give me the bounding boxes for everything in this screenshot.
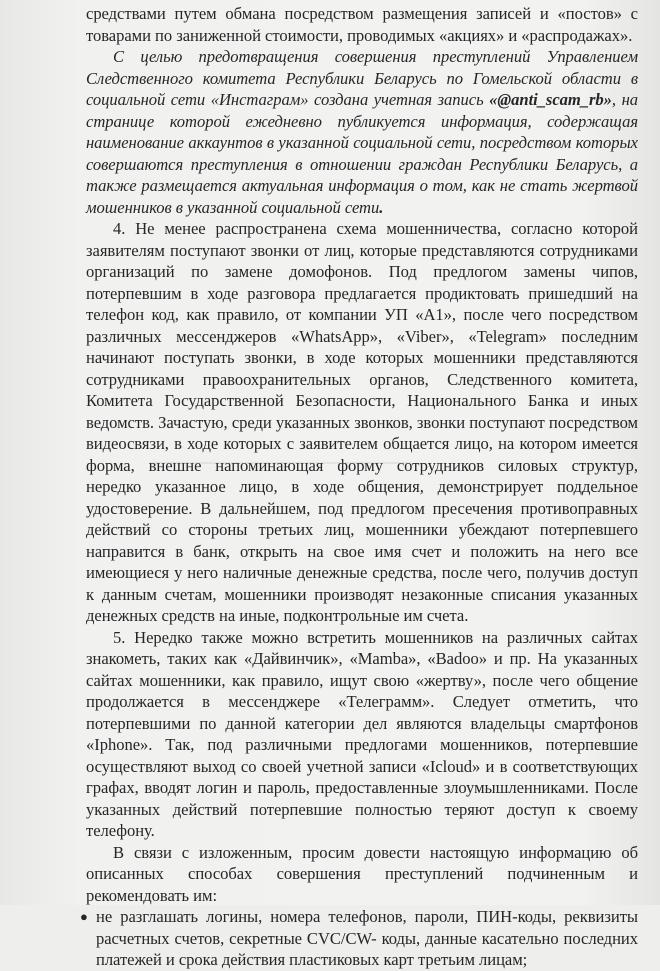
instagram-text-before: С целью предотвращения совершения преступлений Управлением Следственного комитета Республики Беларусь по Гомельской области в социальной сети «Инстаграм» создана учетная запись bbox=[86, 47, 638, 109]
paragraph-4-intercom-scheme: 4. Не менее распространена схема мошенничества, согласно которой заявителям поступают звонки от лиц, которые представляются сотрудниками организаций по замене домофонов. Под предлогом замены чипов, потерпевшим в ходе разговора предлагается продиктовать пришедший на телефон код, как правило, от компании УП «А1», после чего посредством различных мессенджеров «WhatsApp», «Viber», «Telegram» последним начинают поступать звонки, в ходе которых мошенники представляются сотрудниками правоохранительных органов, Следственного комитета, Комитета Государственной Безопасности, Национального Банка и иных ведомств. Зачастую, среди указанных звонков, звонки поступают посредством видеосвязи, в ходе которых с заявителем общается лицо, на котором имеется форма, внешне напоминающая форму сотрудников силовых структур, нередко указанное лицо, в ходе общения, демонстрирует поддельное удостоверение. В дальнейшем, под предлогом пресечения противоправных действий со стороны третьих лиц, мошенники убеждают потерпевшего направится в банк, открыть на свое имя счет и положить на него все имеющиеся у него наличные денежные средства, после чего, получив доступ к данным счетам, мошенники производят незаконные списания указанных денежных средств на иные, подконтрольные им счета. bbox=[86, 219, 638, 625]
instagram-text-end: . bbox=[379, 197, 384, 217]
recommendation-item bbox=[80, 906, 638, 971]
bullet-icon: ● bbox=[80, 909, 88, 924]
scan-artifact-line bbox=[150, 462, 410, 464]
instagram-handle: «@anti_scam_rb» bbox=[489, 90, 612, 109]
paragraph-instagram-account bbox=[86, 46, 638, 218]
document-body bbox=[80, 3, 638, 971]
instagram-text-after: , на странице которой ежедневно публикуется информация, содержащая наименование аккаунтов в указанной социальной сети, посредством которых совершаются преступления в отношении граждан Республики Беларусь, а также размещается актуальная информация о том, как не стать жертвой мошенников в указанной социальной сети bbox=[86, 90, 638, 217]
paragraph-request: В связи с изложенным, просим довести настоящую информацию об описанных способах совершения преступлений подчиненным и рекомендовать им: bbox=[86, 842, 638, 905]
paragraph-scam-posts: средствами путем обмана посредством размещения записей и «постов» с товарами по заниженной стоимости, проводимых «акциях» и «распродажах». bbox=[86, 4, 638, 45]
paragraph-5-dating-sites: 5. Нередко также можно встретить мошенников на различных сайтах знакометь, таких как «Дайвинчик», «Mamba», «Badoo» и пр. На указанных сайтах мошенники, как правило, ищут свою «жертву», после чего общение продолжается в мессенджере «Телеграмм». Следует отметить, что потерпевшими по данной категории дел являются владельцы смартфонов «Iphone». Так, под различными предлогами мошенников, потерпевшие осуществляют выход со своей учетной записи «Icloud» и в соответствующих графах, вводят логин и пароль, предоставленные злоумышленниками. После указанных действий потерпевшие полностью теряют доступ к своему телефону. bbox=[86, 627, 638, 840]
recommendation-text: не разглашать логины, номера телефонов, пароли, ПИН-коды, реквизиты расчетных счетов, секретные CVC/CW- коды, данные касательно последних платежей и срока действия пластиковых карт третьим лицам; bbox=[96, 907, 638, 969]
